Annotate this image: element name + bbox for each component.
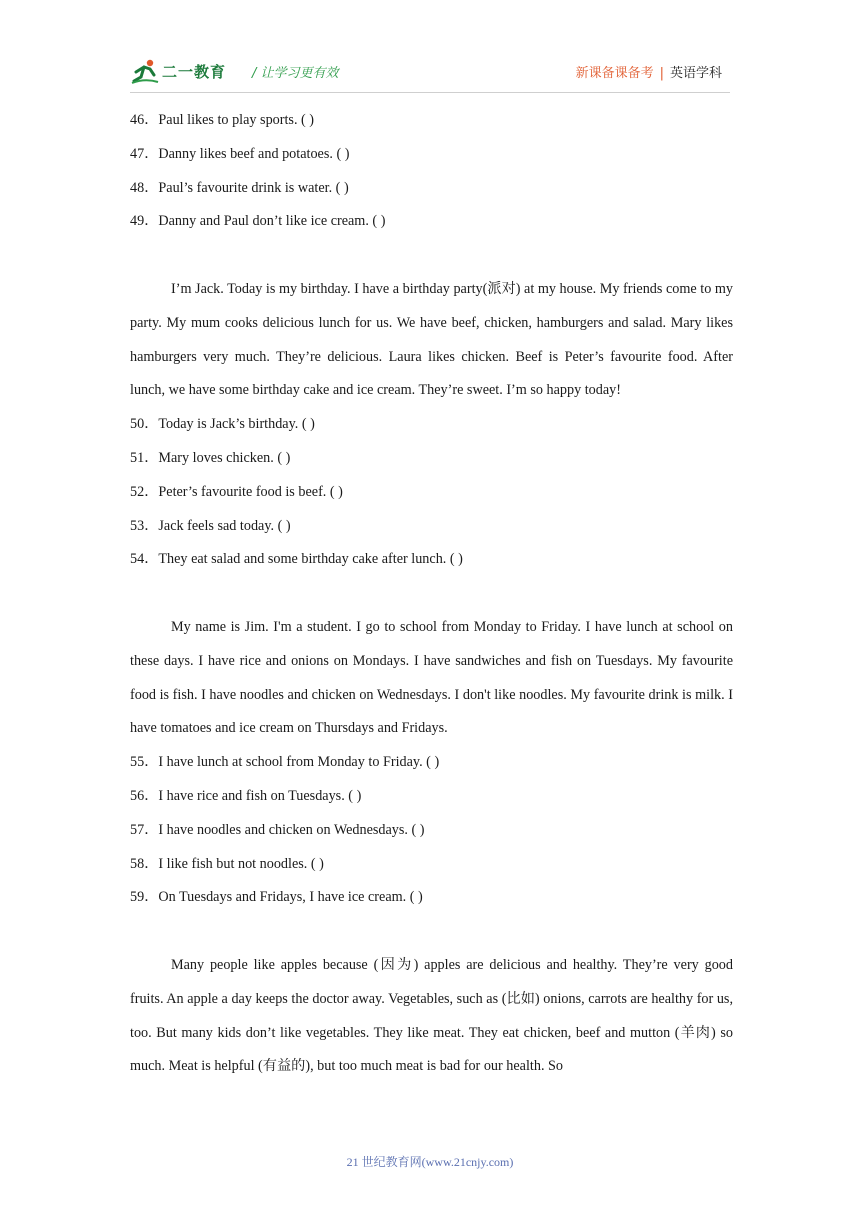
question-item: 48．Paul’s favourite drink is water. ( ) [130, 179, 349, 196]
question-item: 57．I have noodles and chicken on Wednesdays. ( ) [130, 821, 425, 838]
header-subject: 英语学科 [669, 66, 722, 81]
reading-passage: My name is Jim. I'm a student. I go to school from Monday to Friday. I have lunch at school on these days. I have rice and onions on Mondays. I have sandwiches and fish on Tuesdays. My favourite food is fish. I have noodles and chicken on Wednesdays. I don't like noodles. My favourite drink is milk. I have tomatoes and ice cream on Thursdays and Fridays. [130, 618, 733, 737]
page-footer: 21 世纪教育网(www.21cnjy.com) [346, 1155, 514, 1169]
question-item: 49．Danny and Paul don’t like ice cream. ( ) [130, 213, 386, 230]
page-header [130, 52, 730, 92]
spacer [130, 577, 733, 611]
question-item: 55．I have lunch at school from Monday to Friday. ( ) [130, 754, 440, 771]
question-item: 52．Peter’s favourite food is beef. ( ) [130, 483, 343, 500]
logo-text: 二一教育 [162, 62, 227, 81]
reading-passage: I’m Jack. Today is my birthday. I have a birthday party(派对) at my house. My friends come to my party. My mum cooks delicious lunch for us. We have beef, chicken, hamburgers and salad. Mary likes hamburgers very much. They’re delicious. Laura likes chicken. Beef is Peter’s favourite food. After lunch, we have some birthday cake and ice cream. They’re sweet. I’m so happy today! [130, 280, 733, 399]
reading-passage: Many people like apples because (因为) apples are delicious and healthy. They’re very good fruits. An apple a day keeps the doctor away. Vegetables, such as (比如) onions, carrots are healthy for us, too. But many kids don’t like vegetables. They like meat. They eat chicken, beef and mutton (羊肉) so much. Meat is helpful (有益的), but too much meat is bad for our health. So [130, 956, 733, 1075]
runner-logo-icon [130, 58, 160, 84]
question-item: 56．I have rice and fish on Tuesdays. ( ) [130, 787, 362, 804]
question-item: 58．I like fish but not noodles. ( ) [130, 855, 324, 872]
spacer [130, 915, 733, 949]
question-item: 47．Danny likes beef and potatoes. ( ) [130, 145, 350, 162]
header-divider [130, 92, 730, 93]
slogan: / 让学习更有效 [252, 66, 339, 81]
question-item: 50．Today is Jack’s birthday. ( ) [130, 416, 315, 433]
question-item: 54．They eat salad and some birthday cake after lunch. ( ) [130, 551, 463, 568]
header-tagline: 新课备课备考 [575, 66, 654, 81]
question-item: 51．Mary loves chicken. ( ) [130, 449, 291, 466]
question-item: 53．Jack feels sad today. ( ) [130, 517, 291, 534]
header-separator: | [659, 66, 664, 81]
question-item: 46．Paul likes to play sports. ( ) [130, 112, 315, 128]
logo [130, 58, 226, 84]
spacer [130, 239, 733, 273]
header-right [576, 62, 722, 81]
document-body [130, 104, 733, 1084]
question-item: 59．On Tuesdays and Fridays, I have ice cream. ( ) [130, 889, 423, 906]
